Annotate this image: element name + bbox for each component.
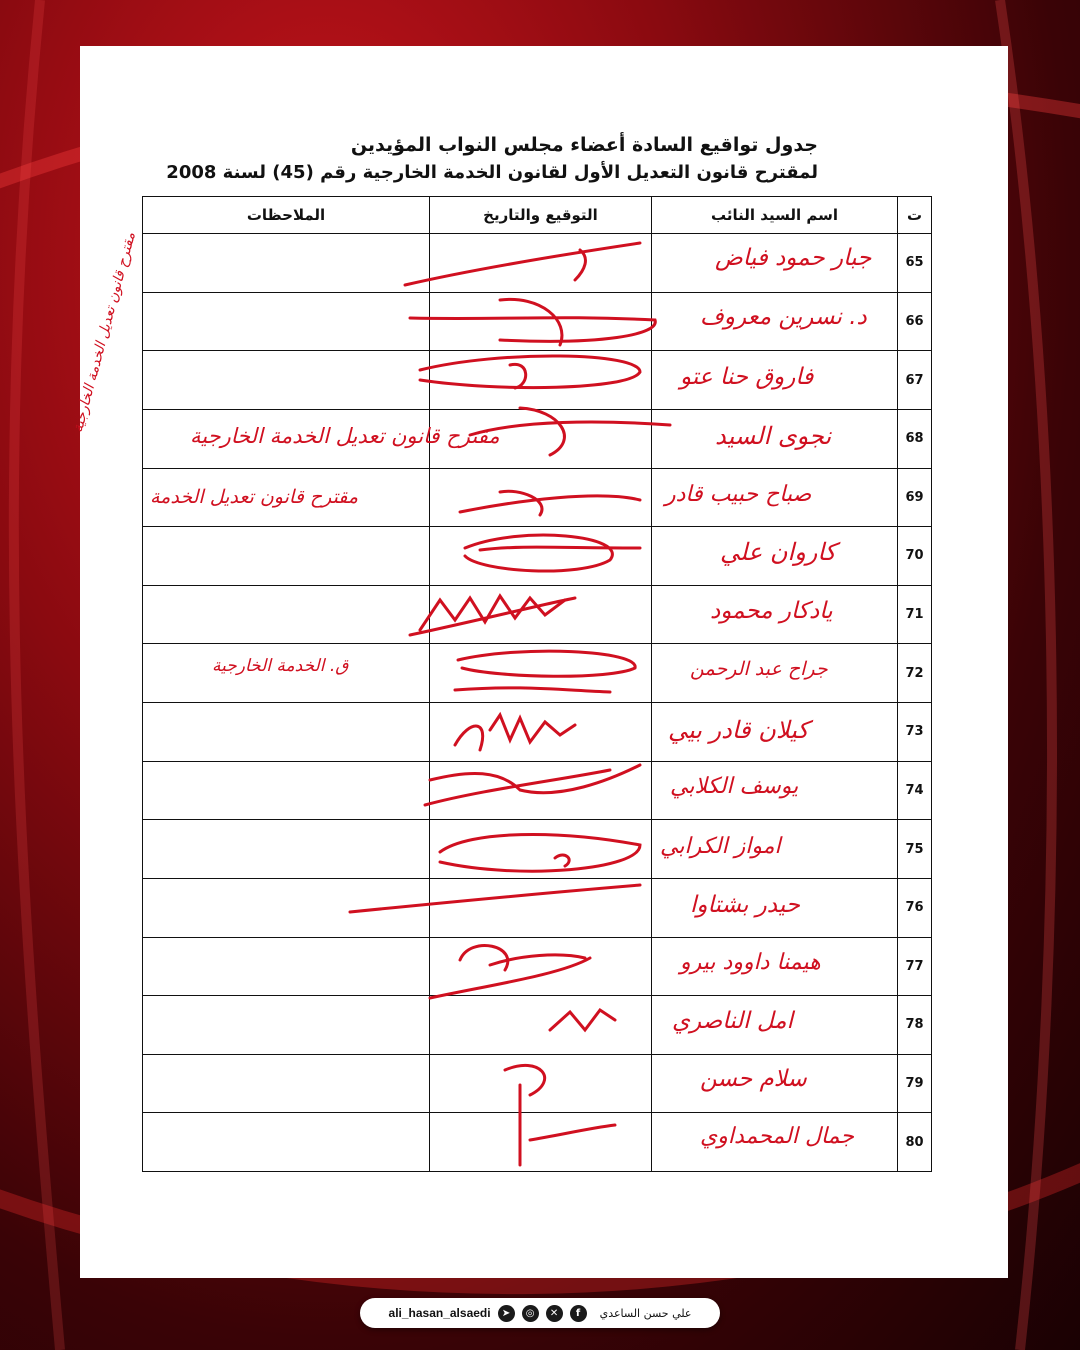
document-page xyxy=(80,46,1008,1278)
signature-cell xyxy=(430,703,652,762)
notes-cell xyxy=(143,820,430,879)
name-cell xyxy=(652,761,898,820)
handwritten-margin-note: مقترح قانون تعديل الخدمة الخارجية xyxy=(70,230,139,435)
table-row xyxy=(143,820,932,879)
handwritten-note: ق. الخدمة الخارجية xyxy=(212,656,349,676)
row-number: 70 xyxy=(898,527,932,586)
notes-cell xyxy=(143,527,430,586)
name-cell xyxy=(652,878,898,937)
signature-cell xyxy=(430,1054,652,1113)
row-number: 66 xyxy=(898,292,932,351)
table-row xyxy=(143,761,932,820)
name-cell xyxy=(652,351,898,410)
table-row xyxy=(143,585,932,644)
notes-cell xyxy=(143,996,430,1055)
row-number: 74 xyxy=(898,761,932,820)
notes-cell xyxy=(143,878,430,937)
notes-cell xyxy=(143,937,430,996)
notes-cell xyxy=(143,585,430,644)
notes-cell xyxy=(143,644,430,703)
notes-cell xyxy=(143,1113,430,1172)
row-number: 71 xyxy=(898,585,932,644)
signature-cell xyxy=(430,409,652,468)
handwritten-name: كاروان علي xyxy=(720,538,837,566)
document-title: جدول تواقيع السادة أعضاء مجلس النواب المؤيدين xyxy=(350,134,818,156)
notes-cell xyxy=(143,1054,430,1113)
header-notes: الملاحظات xyxy=(143,197,430,234)
signature-cell xyxy=(430,234,652,293)
handwritten-name: كيلان قادر بيي xyxy=(668,716,809,744)
name-cell xyxy=(652,703,898,762)
row-number: 79 xyxy=(898,1054,932,1113)
handwritten-name: يادكار محمود xyxy=(710,598,833,624)
signature-cell xyxy=(430,996,652,1055)
name-cell xyxy=(652,644,898,703)
row-number: 78 xyxy=(898,996,932,1055)
table-row xyxy=(143,703,932,762)
signature-cell xyxy=(430,527,652,586)
header-name: اسم السيد النائب xyxy=(652,197,898,234)
name-cell xyxy=(652,409,898,468)
handwritten-name: امواز الكرابي xyxy=(660,834,781,859)
handwritten-name: يوسف الكلابي xyxy=(670,774,799,799)
handwritten-name: هيمنا داوود بيرو xyxy=(680,950,821,975)
handwritten-name: صباح حبيب قادر xyxy=(665,482,812,507)
social-handle[interactable]: ali_hasan_alsaedi xyxy=(388,1306,491,1320)
name-cell xyxy=(652,820,898,879)
handwritten-note: مقترح قانون تعديل الخدمة الخارجية xyxy=(190,424,500,448)
signature-cell xyxy=(430,937,652,996)
author-name: علي حسن الساعدي xyxy=(599,1306,692,1320)
name-cell xyxy=(652,527,898,586)
name-cell xyxy=(652,1113,898,1172)
row-number: 69 xyxy=(898,468,932,527)
table-row xyxy=(143,1113,932,1172)
handwritten-name: جراح عبد الرحمن xyxy=(690,658,828,680)
notes-cell xyxy=(143,468,430,527)
row-number: 65 xyxy=(898,234,932,293)
signature-cell xyxy=(430,468,652,527)
telegram-icon[interactable]: ➤ xyxy=(498,1305,515,1322)
handwritten-name: د. نسرين معروف xyxy=(700,304,867,330)
signature-cell xyxy=(430,878,652,937)
signature-cell xyxy=(430,351,652,410)
instagram-icon[interactable]: ◎ xyxy=(522,1305,539,1322)
table-row xyxy=(143,878,932,937)
table-row xyxy=(143,527,932,586)
name-cell xyxy=(652,292,898,351)
row-number: 73 xyxy=(898,703,932,762)
name-cell xyxy=(652,1054,898,1113)
handwritten-name: نجوى السيد xyxy=(715,422,832,450)
row-number: 77 xyxy=(898,937,932,996)
handwritten-name: امل الناصري xyxy=(672,1008,794,1034)
notes-cell xyxy=(143,351,430,410)
signature-cell xyxy=(430,1113,652,1172)
row-number: 72 xyxy=(898,644,932,703)
handwritten-name: جبار حمود فياض xyxy=(715,245,872,271)
document-subtitle: لمقترح قانون التعديل الأول لقانون الخدمة الخارجية رقم (45) لسنة 2008 xyxy=(166,162,818,183)
table-row xyxy=(143,351,932,410)
row-number: 75 xyxy=(898,820,932,879)
table-row xyxy=(143,644,932,703)
signature-cell xyxy=(430,585,652,644)
row-number: 67 xyxy=(898,351,932,410)
notes-cell xyxy=(143,409,430,468)
table-row xyxy=(143,292,932,351)
handwritten-note: مقترح قانون تعديل الخدمة xyxy=(150,486,359,508)
table-row xyxy=(143,409,932,468)
name-cell xyxy=(652,996,898,1055)
signature-cell xyxy=(430,644,652,703)
table-row xyxy=(143,234,932,293)
header-signature: التوقيع والتاريخ xyxy=(430,197,652,234)
header-number: ت xyxy=(898,197,932,234)
notes-cell xyxy=(143,292,430,351)
row-number: 68 xyxy=(898,409,932,468)
signature-cell xyxy=(430,820,652,879)
handwritten-name: جمال المحمداوي xyxy=(700,1124,854,1149)
notes-cell xyxy=(143,761,430,820)
handwritten-name: فاروق حنا عتو xyxy=(680,364,814,390)
notes-cell xyxy=(143,234,430,293)
signature-table xyxy=(142,196,932,1172)
table-row xyxy=(143,468,932,527)
name-cell xyxy=(652,937,898,996)
table-header-row xyxy=(143,197,932,234)
handwritten-name: سلام حسن xyxy=(700,1066,807,1092)
facebook-icon[interactable]: f xyxy=(570,1305,587,1322)
table-row xyxy=(143,1054,932,1113)
signature-cell xyxy=(430,292,652,351)
signature-cell xyxy=(430,761,652,820)
notes-cell xyxy=(143,703,430,762)
table-row xyxy=(143,937,932,996)
row-number: 76 xyxy=(898,878,932,937)
row-number: 80 xyxy=(898,1113,932,1172)
table-row xyxy=(143,996,932,1055)
x-icon[interactable]: ✕ xyxy=(546,1305,563,1322)
handwritten-name: حيدر بشتاوا xyxy=(690,892,801,918)
name-cell xyxy=(652,234,898,293)
name-cell xyxy=(652,585,898,644)
social-footer xyxy=(360,1298,720,1328)
name-cell xyxy=(652,468,898,527)
